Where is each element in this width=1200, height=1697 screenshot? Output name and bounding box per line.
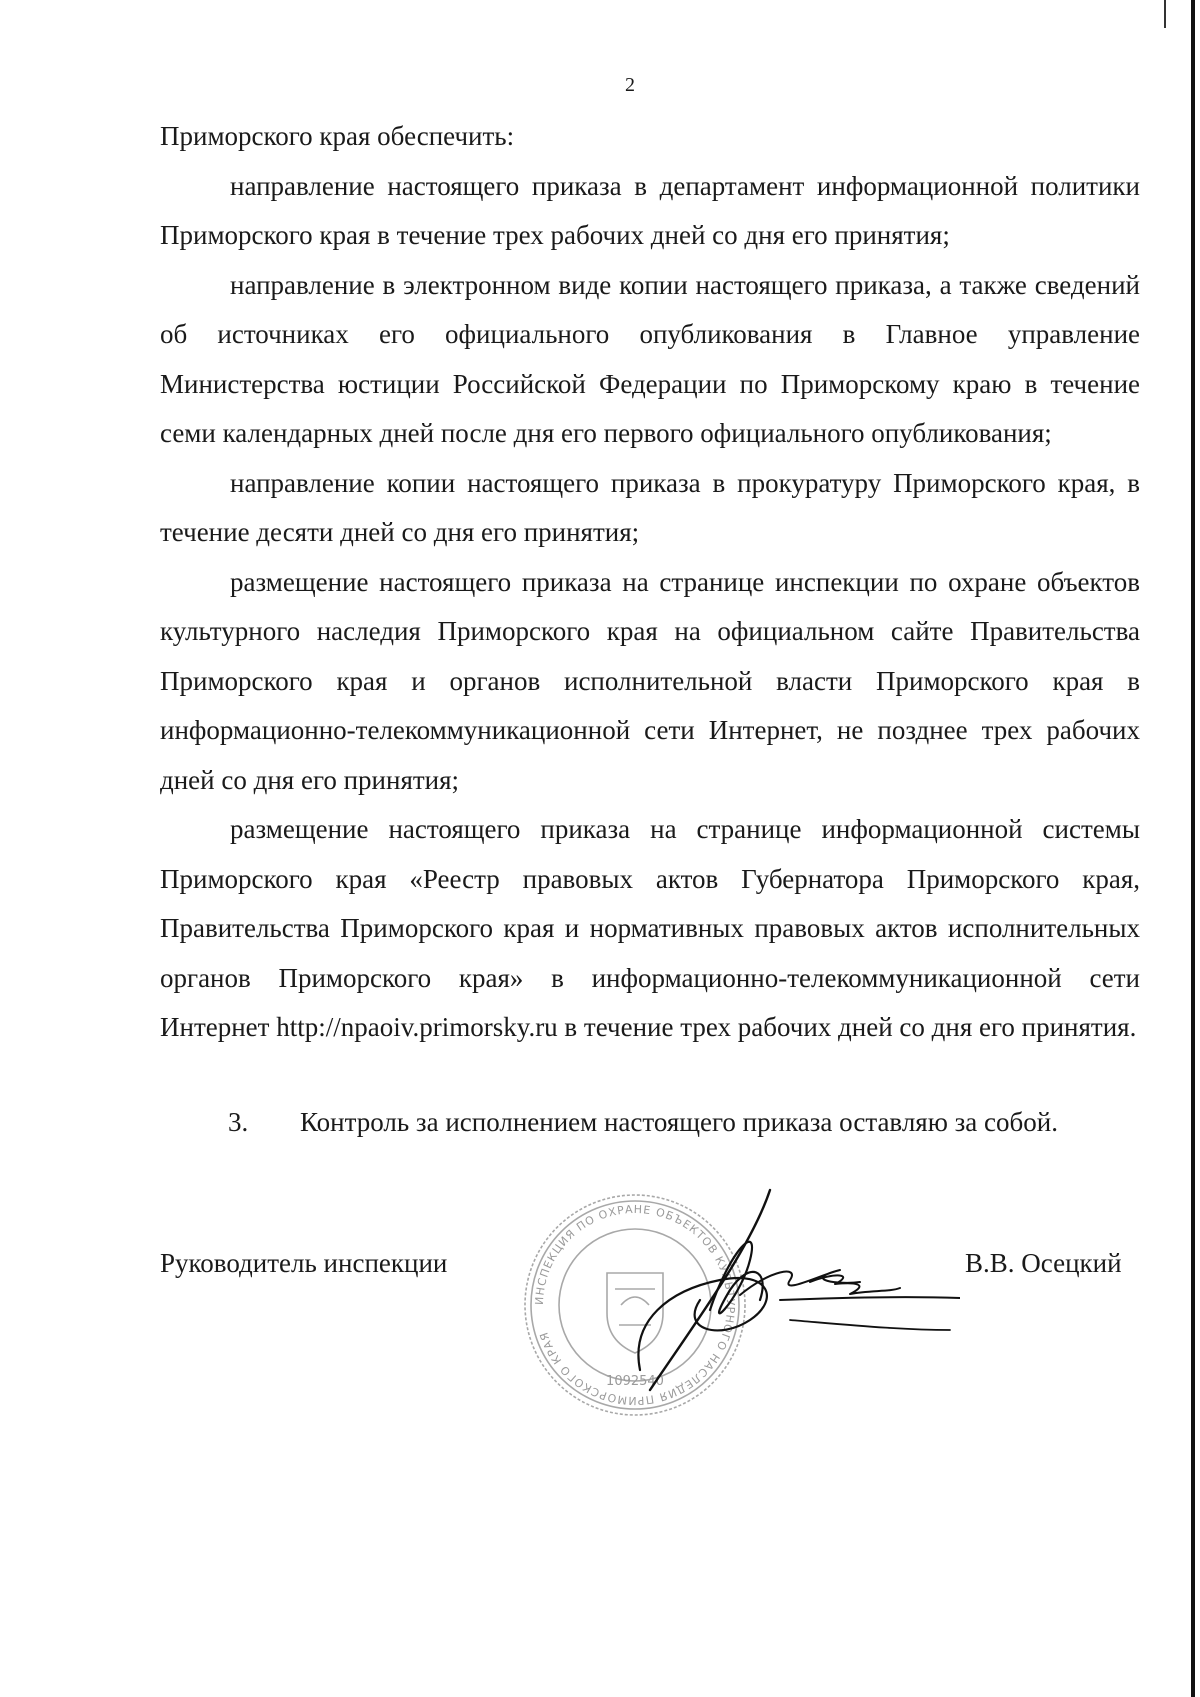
page-number: 2 <box>625 74 635 96</box>
paragraph-item: размещение настоящего приказа на странице информационной системы Приморского края «Реестр правовых актов Губернатора Приморского края, Правительства Приморского края и нормативных правовых актов исполнительных органов Приморского края» в информационно-телекоммуникационной сети Интернет http://npaoiv.primorsky.ru в течение трех рабочих дней со дня его принятия. <box>160 814 1140 1042</box>
seal-ring-text: ИНСПЕКЦИЯ ПО ОХРАНЕ ОБЪЕКТОВ КУЛЬТУРНОГО НАСЛЕДИЯ ПРИМОРСКОГО КРАЯ <box>532 1202 738 1408</box>
paragraph-item: направление копии настоящего приказа в прокуратуру Приморского края, в течение десяти дней со дня его принятия; <box>160 467 1140 547</box>
paragraph-item: направление в электронном виде копии настоящего приказа, а также сведений об источниках его официального опубликования в Главное управление Министерства юстиции Российской Федерации по Приморскому краю в течение семи календарных дней после дня его первого официального опубликования; <box>160 269 1140 448</box>
scan-edge-mark <box>1164 0 1166 28</box>
seal-number: 1092540 <box>606 1374 664 1389</box>
handwritten-signature <box>600 1170 960 1430</box>
paragraph-item: размещение настоящего приказа на странице инспекции по охране объектов культурного наследия Приморского края на официальном сайте Правительства Приморского края и органов исполнительной власти Приморского края в информационно-телекоммуникационной сети Интернет, не позднее трех рабочих дней со дня его принятия; <box>160 566 1140 795</box>
point-3 <box>228 1098 1128 1148</box>
point-text: Контроль за исполнением настоящего приказа оставляю за собой. <box>300 1107 1058 1137</box>
signatory-role: Руководитель инспекции <box>160 1248 448 1278</box>
paragraph-item: направление настоящего приказа в департамент информационной политики Приморского края в течение трех рабочих дней со дня его принятия; <box>160 170 1140 250</box>
point-number: 3. <box>228 1107 249 1137</box>
paragraph-continuation: Приморского края обеспечить: <box>160 121 515 151</box>
document-body <box>160 112 1140 1053</box>
signatory-name: В.В. Осецкий <box>965 1248 1122 1278</box>
scan-right-edge <box>1188 0 1200 1697</box>
